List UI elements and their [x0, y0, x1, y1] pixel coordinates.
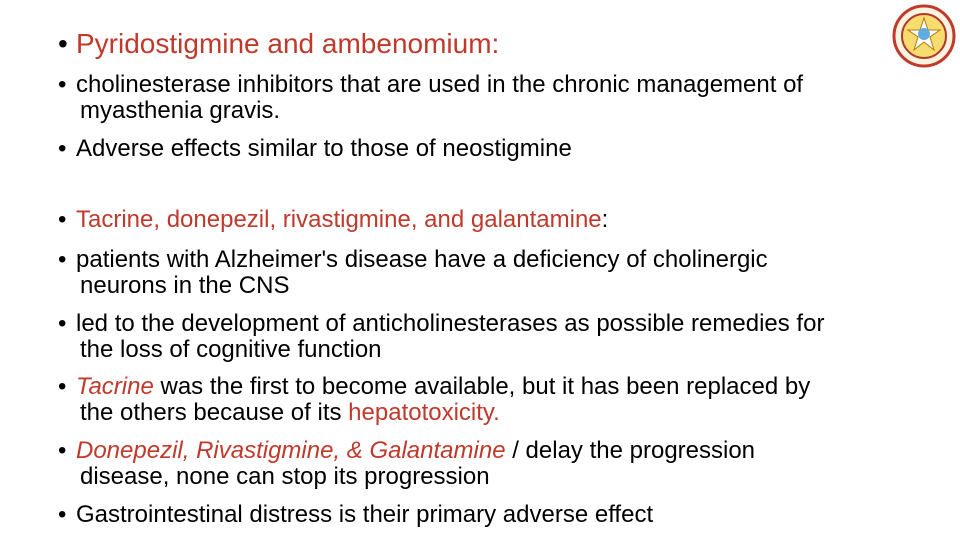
- point-continuation: neurons in the CNS: [80, 272, 290, 299]
- point-text: / delay the progression: [505, 437, 756, 464]
- point-text: cholinesterase inhibitors that are used in the chronic management of: [76, 71, 804, 98]
- drug-names: Tacrine, donepezil, rivastigmine, and galantamine: [76, 206, 602, 233]
- point-continuation: the loss of cognitive function: [80, 336, 382, 363]
- bullet-point: [58, 135, 572, 163]
- bullet: •: [58, 437, 67, 464]
- bullet: •: [58, 28, 68, 59]
- bullet-point: [58, 246, 768, 274]
- bullet-point: [58, 310, 824, 338]
- bullet: •: [58, 206, 67, 233]
- heading-pyridostigmine: [58, 28, 499, 60]
- point-text: led to the development of anticholinesterases as possible remedies for: [76, 310, 825, 337]
- bullet-point: [58, 501, 653, 529]
- point-continuation: [80, 399, 500, 427]
- point-text: Gastrointestinal distress is their primary adverse effect: [76, 501, 654, 528]
- point-continuation: disease, none can stop its progression: [80, 463, 490, 490]
- drug-names: Donepezil, Rivastigmine, & Galantamine: [76, 437, 506, 464]
- heading-suffix: :: [491, 28, 500, 59]
- heading-suffix: :: [601, 206, 609, 233]
- highlight-term: hepatotoxicity.: [348, 399, 500, 426]
- university-seal-icon: [892, 4, 956, 68]
- point-text: Adverse effects similar to those of neostigmine: [76, 135, 572, 162]
- bullet-point: [58, 373, 810, 401]
- bullet-point: [58, 437, 755, 465]
- bullet: •: [58, 373, 67, 400]
- bullet: •: [58, 310, 67, 337]
- bullet: •: [58, 135, 67, 162]
- point-text: patients with Alzheimer's disease have a deficiency of cholinergic: [76, 246, 768, 273]
- bullet-point: [58, 71, 803, 99]
- point-text: the others because of its: [80, 399, 349, 426]
- heading-tacrine-group: [58, 206, 608, 234]
- point-continuation: myasthenia gravis.: [80, 97, 281, 124]
- bullet: •: [58, 501, 67, 528]
- bullet: •: [58, 71, 67, 98]
- point-text: was the first to become available, but it has been replaced by: [153, 373, 811, 400]
- drug-name: Pyridostigmine and ambenomium: [76, 28, 492, 59]
- bullet: •: [58, 246, 67, 273]
- drug-name: Tacrine: [76, 373, 154, 400]
